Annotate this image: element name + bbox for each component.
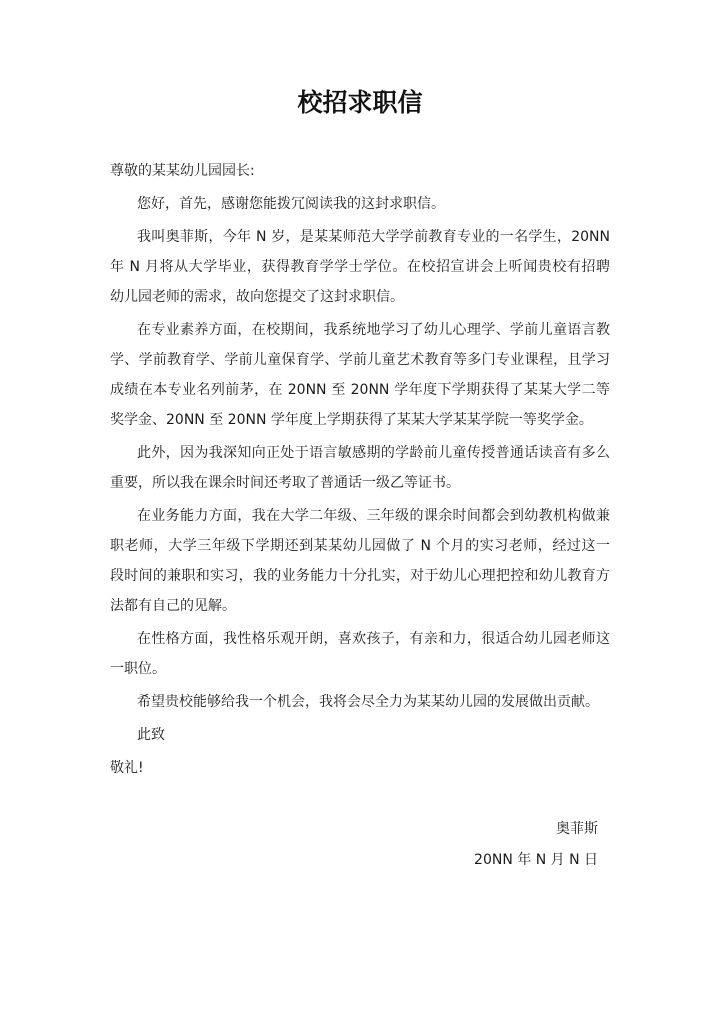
paragraphs [110,189,610,717]
letter-title: 校招求职信 [297,88,423,117]
paragraph-line: 一职位。 [110,661,166,677]
paragraph-line: 幼儿园老师的需求，故向您提交了这封求职信。 [110,289,404,305]
signature-name: 奥菲斯 [556,821,598,837]
paragraph [110,189,610,219]
paragraph [110,624,610,684]
signature-block [474,814,598,875]
paragraph [110,687,610,717]
paragraph-line: 段时间的兼职和实习，我的业务能力十分扎实，对于幼儿心理把控和幼儿教育方 [110,568,610,584]
salutation: 尊敬的某某幼儿园园长: [110,163,255,179]
signature-date: 20NN 年 N 月 N 日 [474,852,598,868]
paragraph-line: 您好，首先，感谢您能拨冗阅读我的这封求职信。 [137,196,445,212]
paragraph-line: 学、学前教育学、学前儿童保育学、学前儿童艺术教育等多门专业课程，且学习 [110,352,610,368]
regards: 敬礼! [110,760,144,776]
paragraph-line: 法都有自己的见解。 [110,598,236,614]
paragraph-line: 在性格方面，我性格乐观开朗，喜欢孩子，有亲和力，很适合幼儿园老师这 [137,631,610,647]
paragraph-line: 在专业素养方面，在校期间，我系统地学习了幼儿心理学、学前儿童语言教 [137,322,610,338]
paragraph-line: 我叫奥菲斯，今年 N 岁，是某某师范大学学前教育专业的一名学生，20NN [137,229,610,245]
paragraph-line: 年 N 月将从大学毕业，获得教育学学士学位。在校招宣讲会上听闻贵校有招聘 [110,259,610,275]
letter-body [110,156,610,783]
paragraph-line: 奖学金、20NN 至 20NN 学年度上学期获得了某某大学某某学院一等奖学金。 [110,412,593,428]
paragraph-line: 职老师，大学三年级下学期还到某某幼儿园做了 N 个月的实习老师，经过这一 [110,538,610,554]
paragraph-line: 成绩在本专业名列前茅，在 20NN 至 20NN 学年度下学期获得了某某大学二等 [110,382,610,398]
paragraph-line: 希望贵校能够给我一个机会，我将会尽全力为某某幼儿园的发展做出贡献。 [137,694,599,710]
paragraph [110,501,610,621]
paragraph [110,222,610,312]
closing: 此致 [137,727,165,743]
paragraph-line: 在业务能力方面，我在大学二年级、三年级的课余时间都会到幼教机构做兼 [137,508,610,524]
paragraph-line: 此外，因为我深知向正处于语言敏感期的学龄前儿童传授普通话读音有多么 [137,445,610,461]
paragraph [110,315,610,435]
paragraph [110,438,610,498]
paragraph-line: 重要，所以我在课余时间还考取了普通话一级乙等证书。 [110,475,460,491]
